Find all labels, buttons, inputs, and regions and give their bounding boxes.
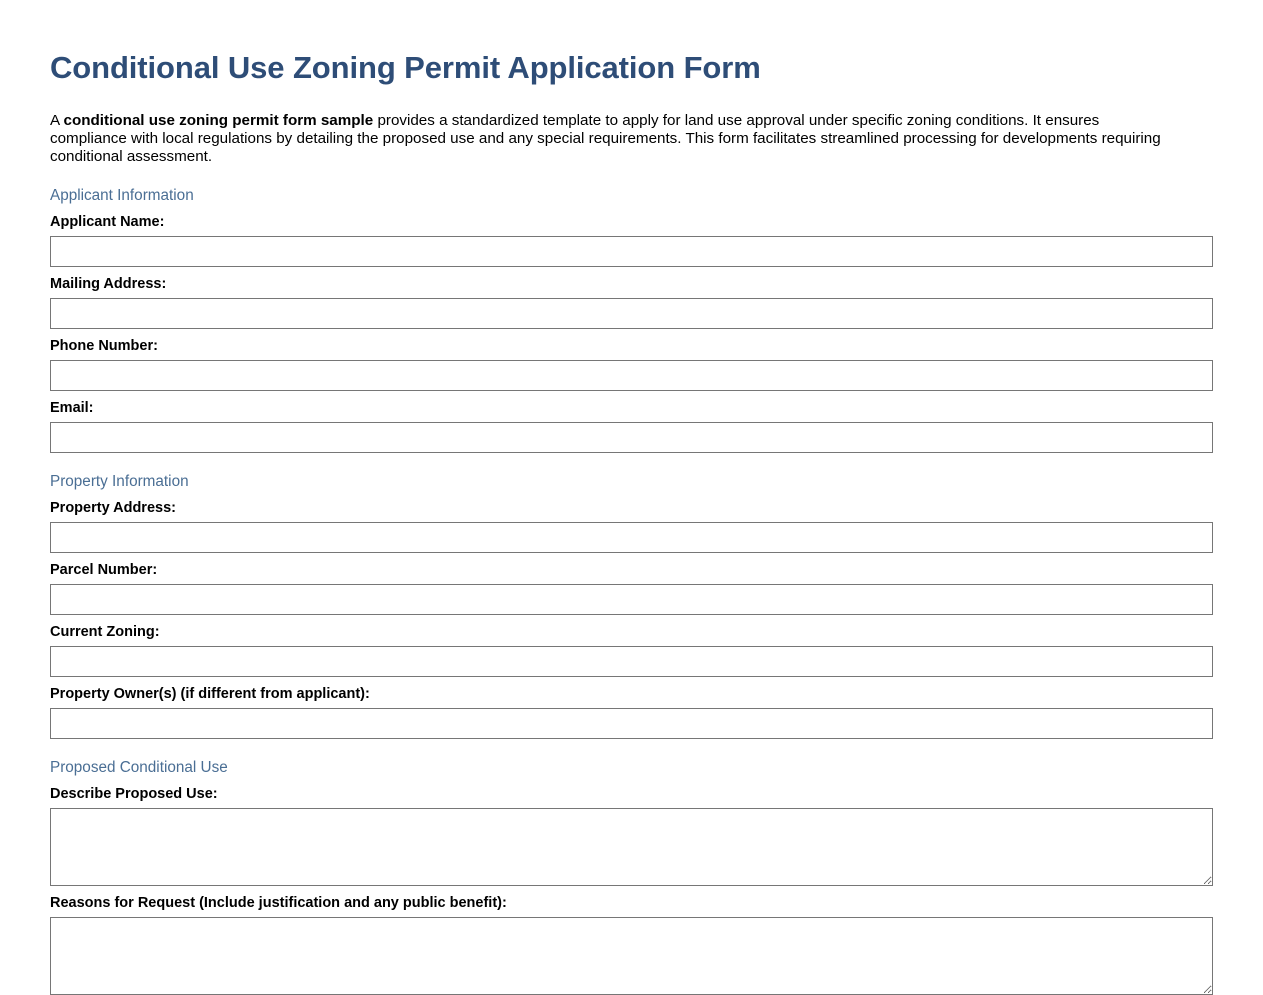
section-heading-proposed-conditional-use: Proposed Conditional Use [50,758,228,776]
textarea-describe-proposed-use[interactable] [50,808,1213,886]
input-property-address[interactable] [50,522,1213,553]
field-mailing-address [50,267,1213,329]
input-current-zoning[interactable] [50,646,1213,677]
section-heading-applicant-information: Applicant Information [50,186,194,204]
field-parcel-number [50,553,1213,615]
label-describe-proposed-use: Describe Proposed Use: [50,785,218,802]
intro-rest-text: provides a standardized template to apply for land use approval under specific zoning conditions. It ensures compliance with local regulations by detailing the proposed use and any special requirements. This form facilitates streamlined processing for developments requiring conditional assessment. [50,111,1161,166]
label-property-owners: Property Owner(s) (if different from applicant): [50,685,370,702]
field-describe-proposed-use [50,777,1213,886]
field-property-owners [50,677,1213,739]
field-applicant-name [50,205,1213,267]
input-phone-number[interactable] [50,360,1213,391]
input-applicant-name[interactable] [50,236,1213,267]
label-current-zoning: Current Zoning: [50,623,160,640]
intro-bold-phrase: conditional use zoning permit form sample [63,111,374,129]
input-parcel-number[interactable] [50,584,1213,615]
label-phone-number: Phone Number: [50,337,158,354]
field-phone-number [50,329,1213,391]
label-reasons-for-request: Reasons for Request (Include justification and any public benefit): [50,894,507,911]
section-heading-property-information: Property Information [50,472,189,490]
page-title: Conditional Use Zoning Permit Application Form [50,50,761,85]
label-mailing-address: Mailing Address: [50,275,167,292]
label-applicant-name: Applicant Name: [50,213,165,230]
intro-paragraph [50,86,1163,167]
field-reasons-for-request [50,886,1213,995]
label-property-address: Property Address: [50,499,176,516]
label-email: Email: [50,399,94,416]
intro-lead-text: A [50,111,64,129]
input-mailing-address[interactable] [50,298,1213,329]
field-current-zoning [50,615,1213,677]
field-email [50,391,1213,453]
input-email[interactable] [50,422,1213,453]
textarea-reasons-for-request[interactable] [50,917,1213,995]
field-property-address [50,491,1213,553]
input-property-owners[interactable] [50,708,1213,739]
label-parcel-number: Parcel Number: [50,561,158,578]
